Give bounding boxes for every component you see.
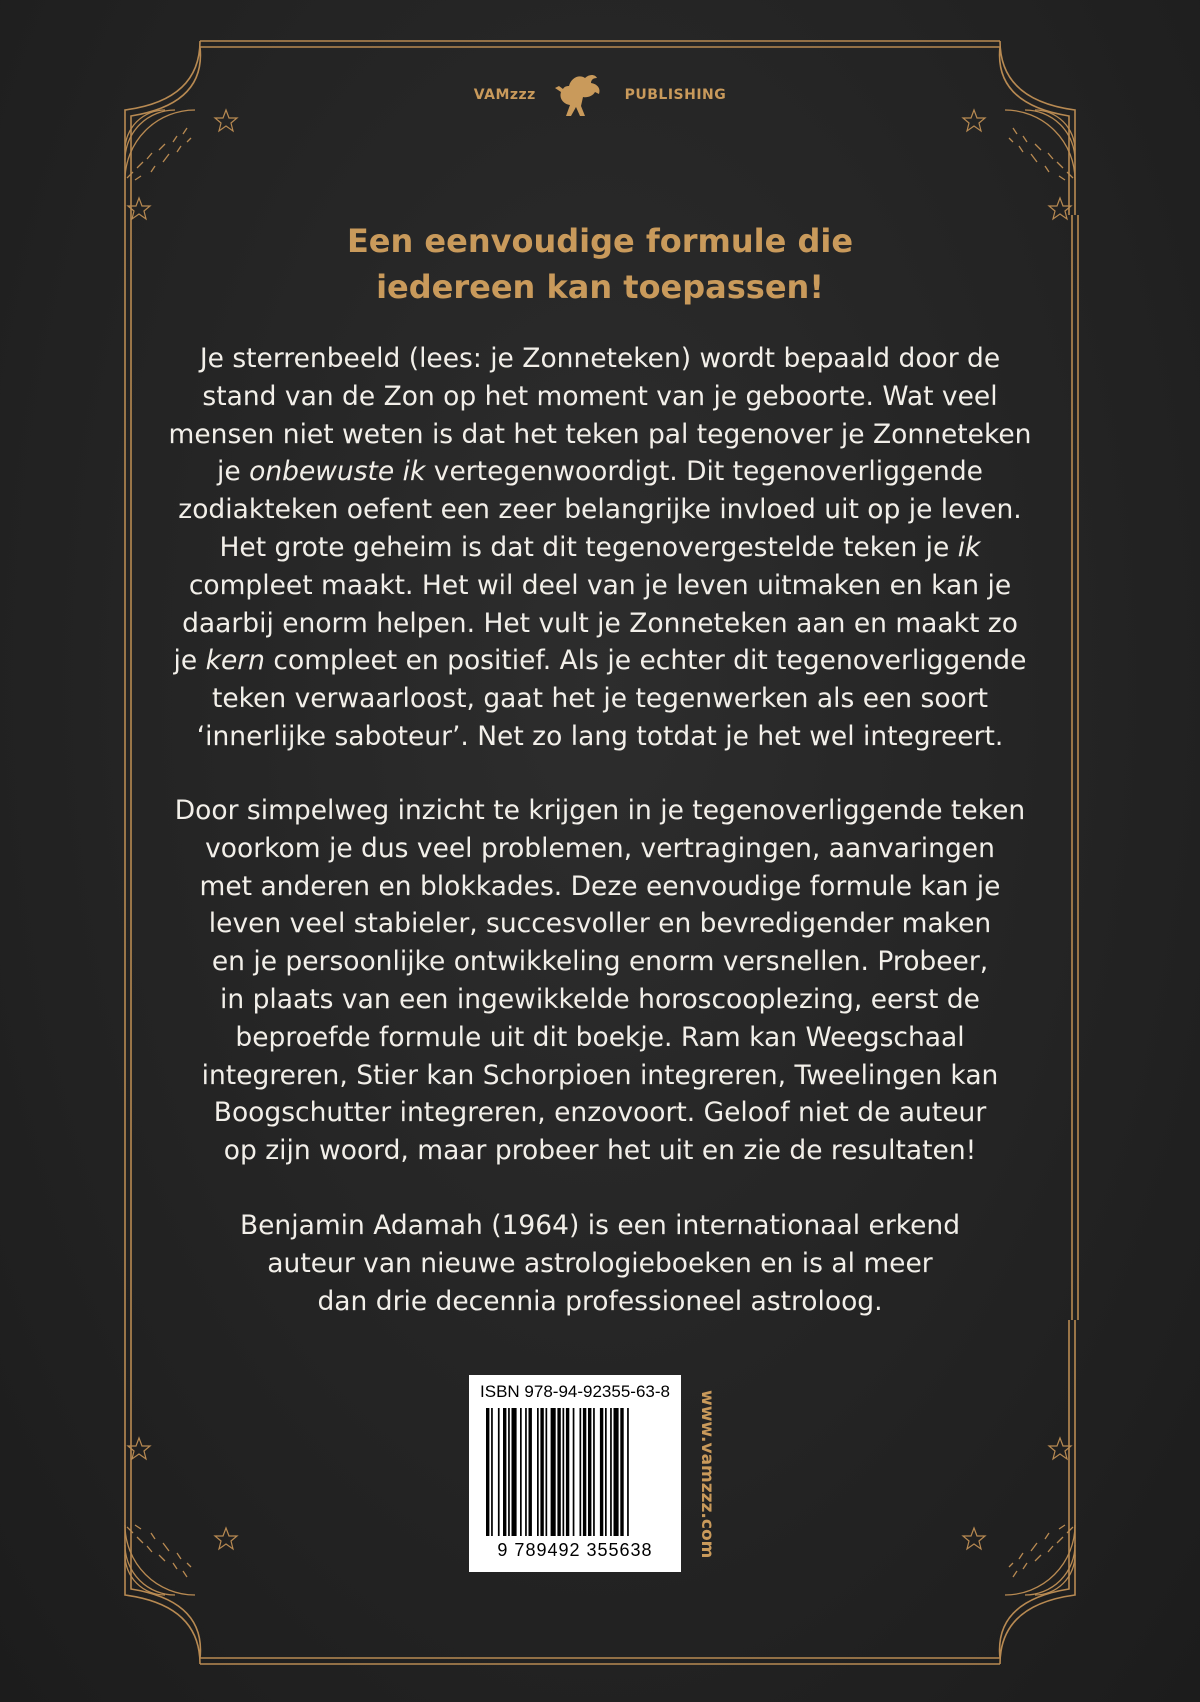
barcode-bar <box>557 1408 560 1536</box>
barcode-bar <box>566 1408 569 1536</box>
barcode-bar <box>512 1408 517 1536</box>
text-line: op zijn woord, maar probeer het uit en zie de resultaten! <box>223 1135 977 1167</box>
barcode-bar <box>573 1408 575 1536</box>
text-line: daarbij enorm helpen. Het vult je Zonneteken aan en maakt zo <box>182 607 1018 639</box>
isbn-label: ISBN 978-94-92355-63-8 <box>480 1382 670 1401</box>
barcode-bar <box>600 1408 603 1536</box>
barcode-bar <box>610 1408 612 1536</box>
barcode-bar <box>588 1408 591 1536</box>
text-line: auteur van nieuwe astrologieboeken en is al meer <box>267 1247 933 1279</box>
barcode-bar <box>614 1408 619 1536</box>
text-line: zodiakteken oefent een zeer belangrijke invloed uit op je leven. <box>178 494 1022 526</box>
headline-line: iedereen kan toepassen! <box>376 268 824 306</box>
barcode-bar <box>580 1408 582 1536</box>
barcode-bar <box>605 1408 607 1536</box>
italic-emphasis: kern <box>205 645 265 677</box>
barcode-bar <box>508 1408 510 1536</box>
barcode-bar <box>620 1408 623 1536</box>
barcode-bar <box>563 1408 565 1536</box>
barcode-bar <box>627 1408 629 1536</box>
star-icon <box>1049 1438 1071 1459</box>
text-line: Benjamin Adamah (1964) is een internationaal erkend <box>239 1210 961 1241</box>
text-line: Je sterrenbeeld (lees: je Zonneteken) wordt bepaald door de <box>199 343 1001 374</box>
paragraph-author-bio <box>0 1207 1200 1320</box>
corner-bottom-right <box>1000 1320 1075 1664</box>
text-line: voorkom je dus veel problemen, vertragingen, aanvaringen <box>205 832 995 864</box>
text-line: en je persoonlijke ontwikkeling enorm versnellen. Probeer, <box>211 946 989 978</box>
italic-emphasis: ik <box>957 531 981 563</box>
text-line: ‘innerlijke saboteur’. Net zo lang totdat je het wel integreert. <box>196 720 1004 752</box>
paragraph-intro <box>0 340 1200 756</box>
italic-emphasis: onbewuste ik <box>249 456 426 488</box>
publisher-name-right: PUBLISHING <box>624 87 727 103</box>
barcode-bar <box>520 1408 522 1536</box>
text-line: Door simpelweg inzicht te krijgen in je tegenoverliggende teken <box>174 795 1026 826</box>
website-url: www.vamzzz.com <box>697 1390 717 1559</box>
corner-bottom-left <box>125 1320 200 1664</box>
publisher-name-left: VAMzzz <box>473 87 536 103</box>
text-line: teken verwaarloost, gaat het je tegenwerken als een soort <box>211 683 989 715</box>
sun-icon <box>1005 110 1075 180</box>
frame-bottom-line <box>200 1658 1000 1664</box>
headline-line: Een eenvoudige formule die <box>346 222 854 260</box>
text-line: je onbewuste ik vertegenwoordigt. Dit tegenoverliggende <box>217 456 983 488</box>
publisher-logo <box>0 72 1200 118</box>
sun-icon <box>125 1525 195 1595</box>
text-line: met anderen en blokkades. Deze eenvoudige formule kan je <box>199 870 1001 902</box>
text-line: leven veel stabieler, succesvoller en bevredigender maken <box>208 908 992 940</box>
text-line: in plaats van een ingewikkelde horoscooplezing, eerst de <box>220 983 980 1015</box>
text-line: mensen niet weten is dat het teken pal tegenover je Zonneteken <box>168 418 1032 450</box>
sun-icon <box>1005 1525 1075 1595</box>
text-line: integreren, Stier kan Schorpioen integreren, Tweelingen kan <box>201 1059 999 1091</box>
barcode-bar <box>503 1408 506 1536</box>
barcode-block <box>469 1375 681 1572</box>
barcode-bar <box>540 1408 543 1536</box>
barcode-bar <box>525 1408 527 1536</box>
star-icon <box>963 1528 985 1549</box>
text-line: Boogschutter integreren, enzovoort. Geloof niet de auteur <box>213 1097 987 1129</box>
paragraph-formula <box>0 792 1200 1170</box>
barcode-bar <box>583 1408 586 1536</box>
barcode-bar <box>537 1408 539 1536</box>
goat-icon <box>549 72 611 118</box>
text-line: stand van de Zon op het moment van je geboorte. Wat veel <box>202 380 998 412</box>
text-line: beproefde formule uit dit boekje. Ram kan Weegschaal <box>235 1021 965 1053</box>
star-icon <box>1049 198 1071 219</box>
barcode-bar <box>491 1408 493 1536</box>
barcode <box>484 1408 666 1536</box>
text-line: compleet maakt. Het wil deel van je leven uitmaken en kan je <box>188 569 1012 601</box>
barcode-bar <box>498 1408 500 1536</box>
barcode-bar <box>546 1408 548 1536</box>
text-line: Het grote geheim is dat dit tegenovergestelde teken je ik <box>219 531 981 563</box>
barcode-bar <box>486 1408 489 1536</box>
frame-top-line <box>200 41 1000 47</box>
text-line: dan drie decennia professioneel astroloog. <box>317 1285 883 1317</box>
star-icon <box>215 1528 237 1549</box>
text-line: je kern compleet en positief. Als je echter dit tegenoverliggende <box>173 645 1027 677</box>
headline <box>0 218 1200 310</box>
sun-icon <box>125 110 195 180</box>
ean-digits: 9 789492 355638 <box>497 1540 653 1560</box>
barcode-bar <box>593 1408 595 1536</box>
barcode-bar <box>529 1408 532 1536</box>
barcode-bar <box>551 1408 556 1536</box>
